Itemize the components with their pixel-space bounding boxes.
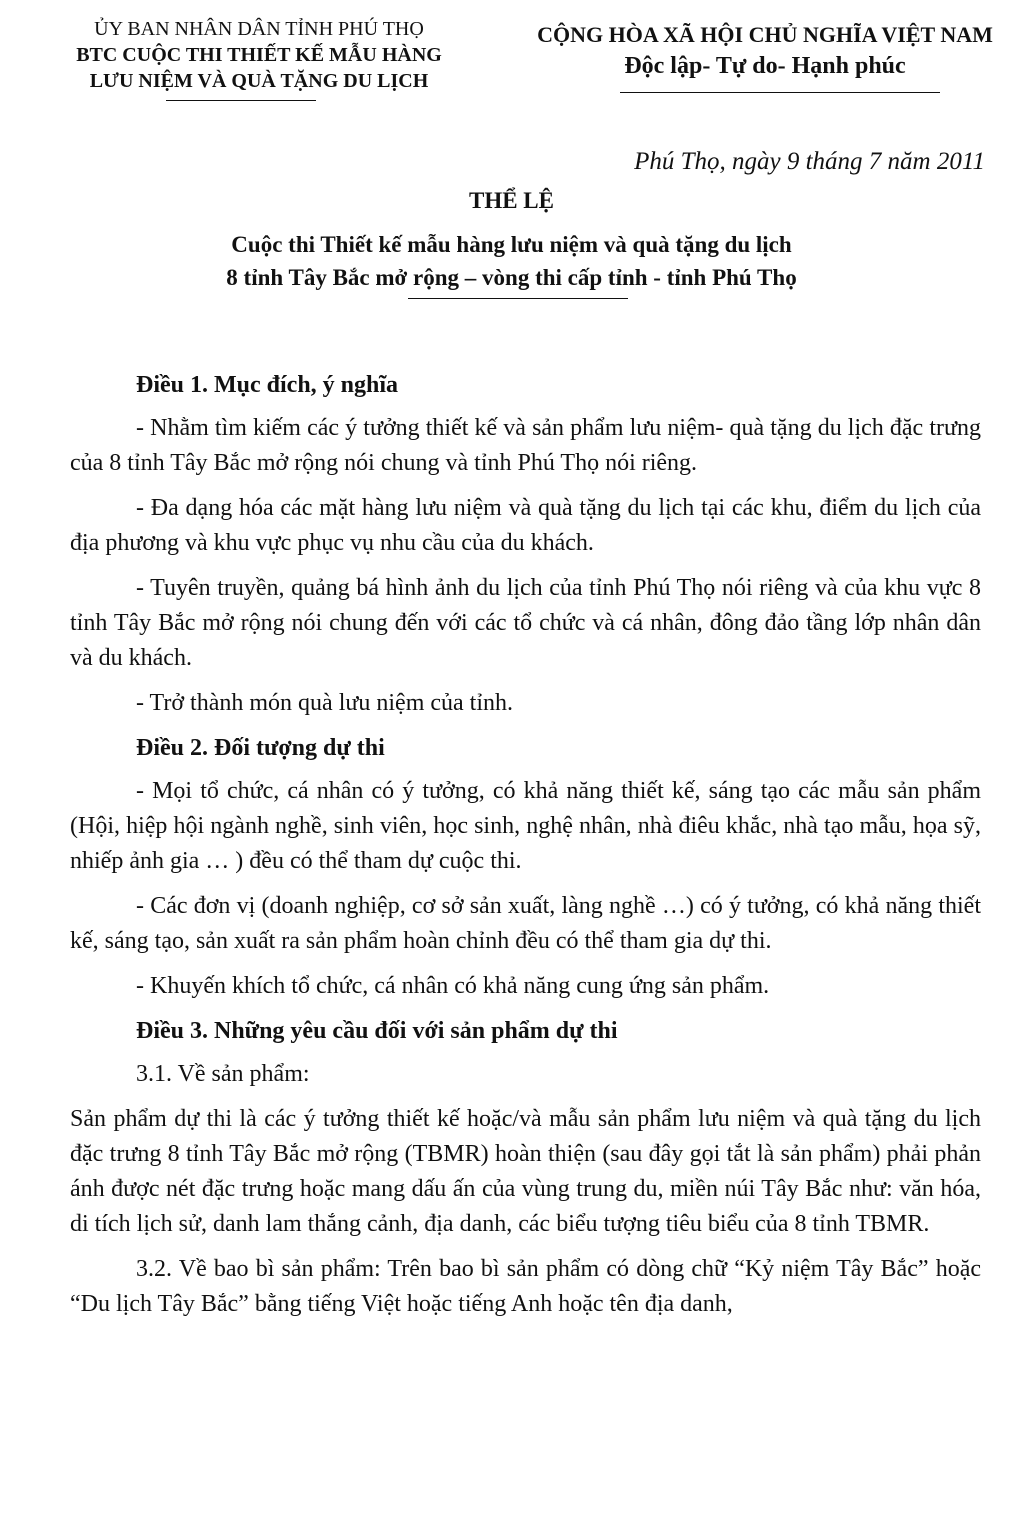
issuing-authority-block [34, 16, 484, 94]
section-3-1-text: Sản phẩm dự thi là các ý tưởng thiết kế hoặc/và mẫu sản phẩm lưu niệm và quà tặng du lịch đặc trưng 8 tỉnh Tây Bắc mở rộng (TBMR) hoàn thiện (sau đây gọi tắt là sản phẩm) phải phản ánh được nét đặc trưng hoặc mang dấu ấn của vùng trung du, miền núi Tây Bắc như: văn hóa, di tích lịch sử, danh lam thắng cảnh, địa danh, các biểu tượng tiêu biểu của 8 tỉnh TBMR. [70, 1106, 981, 1237]
article-1-heading: Điều 1. Mục đích, ý nghĩa [136, 372, 399, 398]
article-1-paragraph: - Đa dạng hóa các mặt hàng lưu niệm và quà tặng du lịch tại các khu, điểm du lịch của địa phương và khu vực phục vụ nhu cầu của du khách. [70, 495, 981, 556]
document-body [70, 368, 981, 1332]
article-3-heading: Điều 3. Những yêu cầu đối với sản phẩm dự thi [136, 1018, 618, 1044]
article-1-paragraph: - Tuyên truyền, quảng bá hình ảnh du lịch của tỉnh Phú Thọ nói riêng và của khu vực 8 tỉnh Tây Bắc mở rộng nói chung đến với các tổ chức và cá nhân, đông đảo tầng lớp nhân dân và du khách. [70, 575, 981, 671]
motto-underline [620, 92, 940, 93]
document-subtitle-2: 8 tỉnh Tây Bắc mở rộng – vòng thi cấp tỉnh - tỉnh Phú Thọ [226, 265, 797, 290]
article-2-paragraph: - Các đơn vị (doanh nghiệp, cơ sở sản xuất, làng nghề …) có ý tưởng, có khả năng thiết kế, sáng tạo, sản xuất ra sản phẩm hoàn chỉnh đều có thể tham gia dự thi. [70, 893, 981, 954]
authority-line-1: ỦY BAN NHÂN DÂN TỈNH PHÚ THỌ [94, 18, 424, 40]
document-subtitle-1: Cuộc thi Thiết kế mẫu hàng lưu niệm và quà tặng du lịch [231, 232, 792, 257]
motto: Độc lập- Tự do- Hạnh phúc [624, 53, 906, 79]
article-2-heading: Điều 2. Đối tượng dự thi [136, 735, 385, 761]
section-3-2-text: 3.2. Về bao bì sản phẩm: Trên bao bì sản phẩm có dòng chữ “Kỷ niệm Tây Bắc” hoặc “Du lịch Tây Bắc” bằng tiếng Việt hoặc tiếng Anh hoặc tên địa danh, [70, 1256, 981, 1317]
article-2-paragraph: - Mọi tổ chức, cá nhân có ý tưởng, có khả năng thiết kế, sáng tạo các mẫu sản phẩm (Hội, hiệp hội ngành nghề, sinh viên, học sinh, nghệ nhân, nhà điêu khắc, nhà tạo mẫu, họa sỹ, nhiếp ảnh gia … ) đều có thể tham dự cuộc thi. [70, 778, 981, 874]
section-3-1-label: 3.1. Về sản phẩm: [136, 1061, 310, 1087]
title-underline [408, 298, 628, 299]
article-1-paragraph: - Nhằm tìm kiếm các ý tưởng thiết kế và sản phẩm lưu niệm- quà tặng du lịch đặc trưng của 8 tỉnh Tây Bắc mở rộng nói chung và tỉnh Phú Thọ nói riêng. [70, 415, 981, 476]
article-2-paragraph: - Khuyến khích tổ chức, cá nhân có khả năng cung ứng sản phẩm. [136, 973, 770, 999]
authority-line-2: BTC CUỘC THI THIẾT KẾ MẪU HÀNG [76, 44, 442, 66]
national-motto-block [508, 20, 1022, 82]
article-1-paragraph: - Trở thành món quà lưu niệm của tỉnh. [136, 690, 514, 716]
authority-line-3: LƯU NIỆM VÀ QUÀ TẶNG DU LỊCH [89, 70, 429, 92]
authority-underline [166, 100, 316, 101]
country-name: CỘNG HÒA XÃ HỘI CHỦ NGHĨA VIỆT NAM [537, 22, 993, 47]
date-line: Phú Thọ, ngày 9 tháng 7 năm 2011 [634, 148, 985, 175]
document-title: THỂ LỆ [468, 188, 554, 213]
